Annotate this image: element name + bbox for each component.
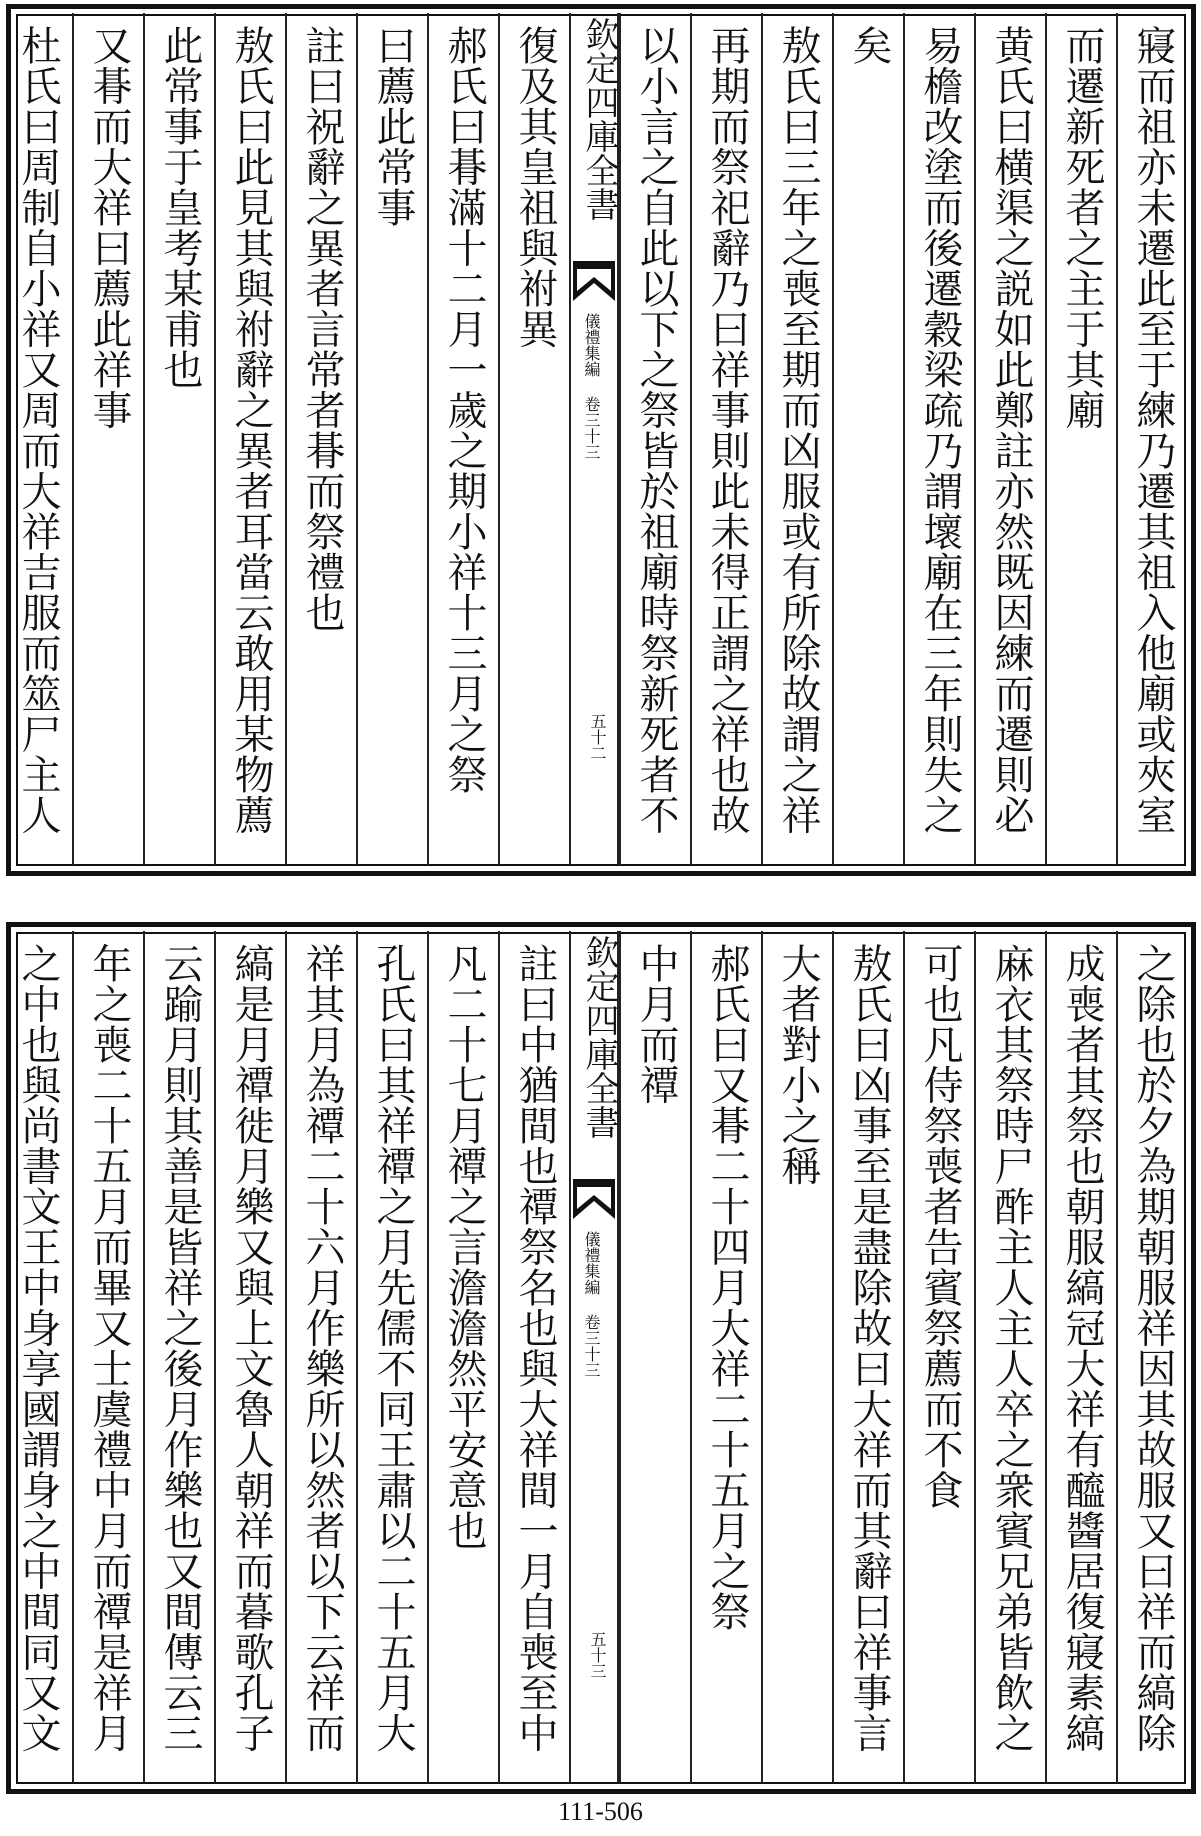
text-column: 之中也與尚書文王中身享國謂身之中間同又文	[15, 943, 61, 1753]
text-column: 註曰祝辭之異者言常者朞而祭禮也	[285, 13, 356, 865]
text-column: 黄氏曰横渠之説如此鄭註亦然既因練而遷則必	[974, 13, 1045, 865]
page-number: 五十二	[588, 713, 607, 761]
text-column: 矣	[832, 13, 903, 865]
text-column: 曰薦此常事	[356, 13, 427, 865]
text-column: 祥其月為禫二十六月作樂所以然者以下云祥而	[285, 931, 356, 1783]
text-column: 年之喪二十五月而畢又士虞禮中月而禫是祥月	[72, 931, 143, 1783]
text-column: 復及其皇祖與祔異	[498, 13, 569, 865]
text-column: 可也凡侍祭喪者告賓祭薦而不食	[903, 931, 974, 1783]
text-column: 註曰中猶間也禫祭名也與大祥間一月自喪至中	[498, 931, 569, 1783]
fish-tail-mark	[573, 1179, 615, 1219]
fish-tail-mark	[573, 261, 615, 301]
text-column: 再期而祭祀辭乃曰祥事則此未得正謂之祥也故	[690, 13, 761, 865]
center-spine	[569, 13, 619, 865]
text-column: 云踰月則其善是皆祥之後月作樂也又間傳云三	[143, 931, 214, 1783]
text-column: 以小言之自此以下之祭皆於祖廟時祭新死者不	[619, 13, 690, 865]
page-bottom	[6, 922, 1196, 1794]
volume-label: 儀禮集編 卷三十三	[582, 313, 601, 460]
center-spine	[569, 931, 619, 1783]
text-column: 敖氏曰此見其與祔辭之異者耳當云敢用某物薦	[214, 13, 285, 865]
text-column: 大者對小之稱	[761, 931, 832, 1783]
volume-label: 儀禮集編 卷三十三	[582, 1231, 601, 1378]
text-column: 成喪者其祭也朝服縞冠大祥有醯醬居復寢素縞	[1045, 931, 1116, 1783]
text-column: 而遷新死者之主于其廟	[1045, 13, 1116, 865]
text-column: 郝氏曰朞滿十二月一歲之期小祥十三月之祭	[427, 13, 498, 865]
page-top	[6, 4, 1196, 876]
text-column: 郝氏曰又朞二十四月大祥二十五月之祭	[690, 931, 761, 1783]
text-column: 杜氏曰周制自小祥又周而大祥吉服而筮尸主人	[15, 25, 61, 835]
text-column: 中月而禫	[619, 931, 690, 1783]
text-column: 敖氏曰三年之喪至期而凶服或有所除故謂之祥	[761, 13, 832, 865]
text-column: 孔氏曰其祥禫之月先儒不同王肅以二十五月大	[356, 931, 427, 1783]
book-title: 欽定四庫全書	[579, 935, 619, 1139]
text-column: 又朞而大祥曰薦此祥事	[72, 13, 143, 865]
text-column: 此常事于皇考某甫也	[143, 13, 214, 865]
text-column: 縞是月禫徙月樂又與上文魯人朝祥而暮歌孔子	[214, 931, 285, 1783]
text-column: 寢而祖亦未遷此至于練乃遷其祖入他廟或夾室	[1116, 13, 1187, 865]
text-column: 易檐改塗而後遷穀梁疏乃謂壞廟在三年則失之	[903, 13, 974, 865]
scan-page-number: 111-506	[558, 1797, 643, 1826]
text-column: 凡二十七月禫之言澹澹然平安意也	[427, 931, 498, 1783]
text-column: 之除也於夕為期朝服祥因其故服又曰祥而縞除	[1116, 931, 1187, 1783]
page-number: 五十三	[588, 1631, 607, 1679]
text-column: 敖氏曰凶事至是盡除故曰大祥而其辭曰祥事言	[832, 931, 903, 1783]
book-title: 欽定四庫全書	[579, 17, 619, 221]
text-column: 麻衣其祭時尸酢主人主人卒之衆賓兄弟皆飲之	[974, 931, 1045, 1783]
